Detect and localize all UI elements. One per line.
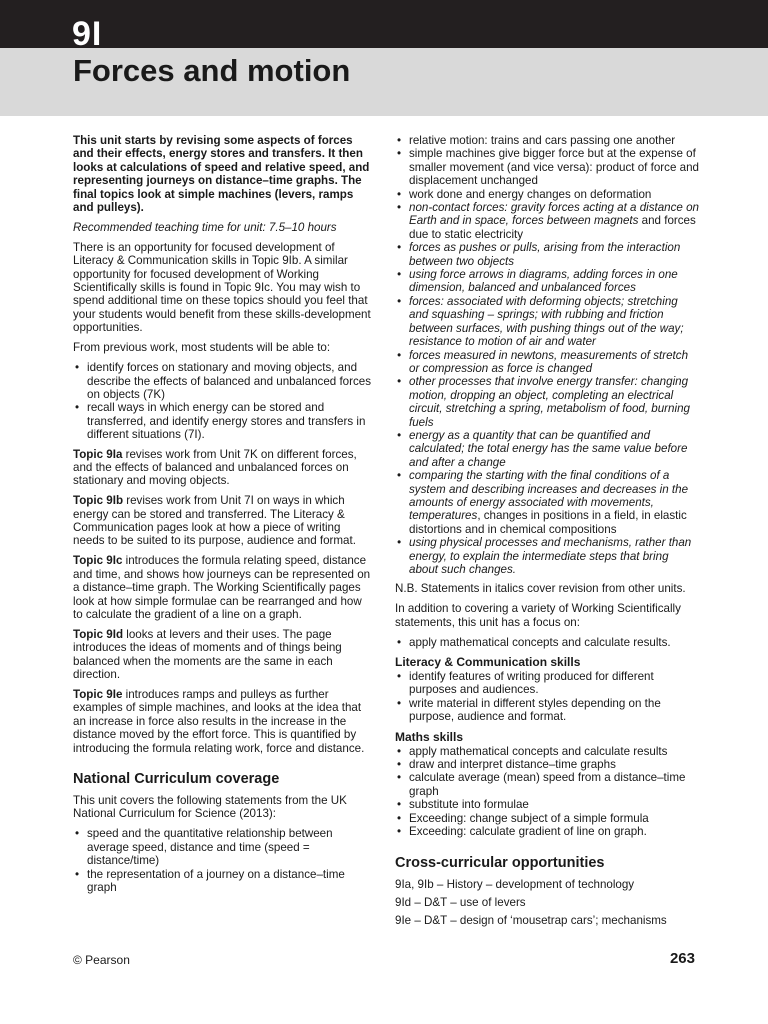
topic-text: revises work from Unit 7K on different forces, and the effects of balanced and unbalanced forces on stationary and moving objects.: [73, 447, 357, 488]
plain-text: and forces due to static electricity: [409, 214, 696, 241]
literacy-heading: Literacy & Communication skills: [395, 655, 581, 670]
nc-heading: National Curriculum coverage: [73, 771, 280, 788]
topic-text: introduces ramps and pulleys as further examples of simple machines, and looks at the idea that an increase in force also results in the increase in the distance moved by the effort force. This is quantified by introducing the formula relating work, force and distance.: [73, 688, 365, 755]
topic-9ic: [73, 554, 373, 621]
list-item: • recall ways in which energy can be stored and transferred, and identify energy stores and transfers in different situations (7I).: [73, 401, 373, 441]
italic-text: comparing the starting with the final conditions of a system and describing increases and decreases in the amounts of energy associated with movements, temperatures: [409, 469, 689, 523]
list-item: • apply mathematical concepts and calculate results: [395, 745, 700, 758]
maths-list: [395, 745, 700, 839]
topic-text: looks at levers and their uses. The page introduces the ideas of moments and of things being balanced when the moments are the same in each direction.: [73, 627, 342, 682]
list-item: • calculate average (mean) speed from a distance–time graph: [395, 771, 700, 798]
intro-paragraph: This unit starts by revising some aspects of forces and their effects, energy stores and transfers. It then looks at calculations of speed and relative speed, and representing journeys on distance–time graphs. The final topics look at simple machines (levers, ramps and pulleys).: [73, 134, 370, 215]
list-item: • identify forces on stationary and moving objects, and describe the effects of balanced and unbalanced forces on objects (7K): [73, 361, 373, 401]
italic-text: non-contact forces: gravity forces acting at a distance on Earth and in space, forces between magnets: [409, 201, 699, 228]
topic-lead: Topic 9Ie: [73, 688, 123, 702]
nc-list: [73, 827, 373, 894]
ws-intro: In addition to covering a variety of Working Scientifically statements, this unit has a focus on:: [395, 602, 681, 629]
teaching-time: Recommended teaching time for unit: 7.5–10 hours: [73, 220, 337, 234]
list-item: • work done and energy changes on deformation: [395, 188, 700, 201]
page-title: Forces and motion: [73, 53, 351, 88]
page-number: 263: [669, 950, 695, 967]
list-item: • write material in different styles depending on the purpose, audience and format.: [395, 697, 700, 724]
header-bar: [0, 0, 768, 48]
list-item: • the representation of a journey on a distance–time graph: [73, 868, 373, 895]
list-item: • forces as pushes or pulls, arising from the interaction between two objects: [395, 241, 700, 268]
opportunity-paragraph: There is an opportunity for focused development of Literacy & Communication skills in Topic 9Ib. A similar opportunity for focused development of Working Scientifically skills is found in Topic 9Ic. You may wish to spend additional time on these topics should you feel that your students would benefit from these skills-development opportunities.: [73, 240, 371, 335]
left-column: [73, 134, 373, 900]
list-item: • speed and the quantitative relationship between average speed, distance and time (speed = distance/time): [73, 827, 373, 867]
list-item: • substitute into formulae: [395, 798, 700, 811]
cross-curricular-heading: Cross-curricular opportunities: [395, 854, 605, 871]
topic-text: revises work from Unit 7I on ways in which energy can be stored and transferred. The Literacy & Communication pages look at how a piece of writing needs to be suited to its purpose, audience and format.: [73, 494, 356, 548]
list-item: • forces: associated with deforming objects; stretching and squashing – springs; with rubbing and friction between surfaces, with pushing things out of the way; resistance to motion of air and water: [395, 295, 700, 349]
list-item: • using physical processes and mechanisms, rather than energy, to explain the intermediate steps that bring about such changes.: [395, 536, 700, 576]
topic-lead: Topic 9Id: [73, 627, 124, 641]
list-item: • Exceeding: change subject of a simple formula: [395, 812, 700, 825]
nb-note: N.B. Statements in italics cover revision from other units.: [395, 582, 686, 596]
list-item: • Exceeding: calculate gradient of line on graph.: [395, 825, 700, 838]
nc-intro: This unit covers the following statements from the UK National Curriculum for Science (2013):: [73, 794, 347, 821]
copyright: © Pearson: [73, 953, 130, 967]
topic-9ie: [73, 688, 373, 755]
cross-curricular-list: [395, 878, 700, 928]
list-item: 9Ie – D&T – design of ‘mousetrap cars’; mechanisms: [395, 914, 667, 928]
list-item: • energy as a quantity that can be quantified and calculated; the total energy has the same value before and after a change: [395, 429, 700, 469]
topic-9ib: [73, 494, 373, 548]
previous-intro: From previous work, most students will be able to:: [73, 341, 331, 355]
ws-list: [395, 636, 700, 649]
list-item: [395, 469, 700, 536]
list-item: [395, 201, 700, 241]
list-item: • apply mathematical concepts and calculate results.: [395, 636, 700, 649]
topic-text: introduces the formula relating speed, distance and time, and shows how journeys can be represented on a distance–time graph. The Working Scientifically pages look at how simple formulae can be rearranged and how to calculate the gradient of a line on a graph.: [73, 554, 371, 621]
literacy-list: [395, 670, 700, 724]
list-item: • other processes that involve energy transfer: changing motion, dropping an object, completing an electrical circuit, stretching a spring, metabolism of food, burning fuels: [395, 375, 700, 429]
topic-lead: Topic 9Ic: [73, 554, 123, 568]
previous-list: [73, 361, 373, 441]
list-item: • identify features of writing produced for different purposes and audiences.: [395, 670, 700, 697]
topic-lead: Topic 9Ib: [73, 494, 124, 508]
plain-text: , changes in positions in a field, in elastic distortions and in chemical compositions: [409, 509, 687, 536]
list-item: 9Id – D&T – use of levers: [395, 895, 526, 909]
list-item: • forces measured in newtons, measurements of stretch or compression as force is changed: [395, 349, 700, 376]
topic-9id: [73, 628, 373, 682]
list-item: 9Ia, 9Ib – History – development of technology: [395, 877, 635, 891]
topic-9ia: [73, 448, 373, 488]
list-item: • draw and interpret distance–time graphs: [395, 758, 700, 771]
list-item: • using force arrows in diagrams, adding forces in one dimension, balanced and unbalanced forces: [395, 268, 700, 295]
list-item: • simple machines give bigger force but at the expense of smaller movement (and vice versa): product of force and displacement unchanged: [395, 147, 700, 187]
unit-code: 9I: [72, 15, 103, 53]
list-item: • relative motion: trains and cars passing one another: [395, 134, 700, 147]
maths-heading: Maths skills: [395, 729, 464, 744]
right-column: [395, 134, 700, 933]
nc-list-continued: [395, 134, 700, 576]
topic-lead: Topic 9Ia: [73, 447, 123, 461]
